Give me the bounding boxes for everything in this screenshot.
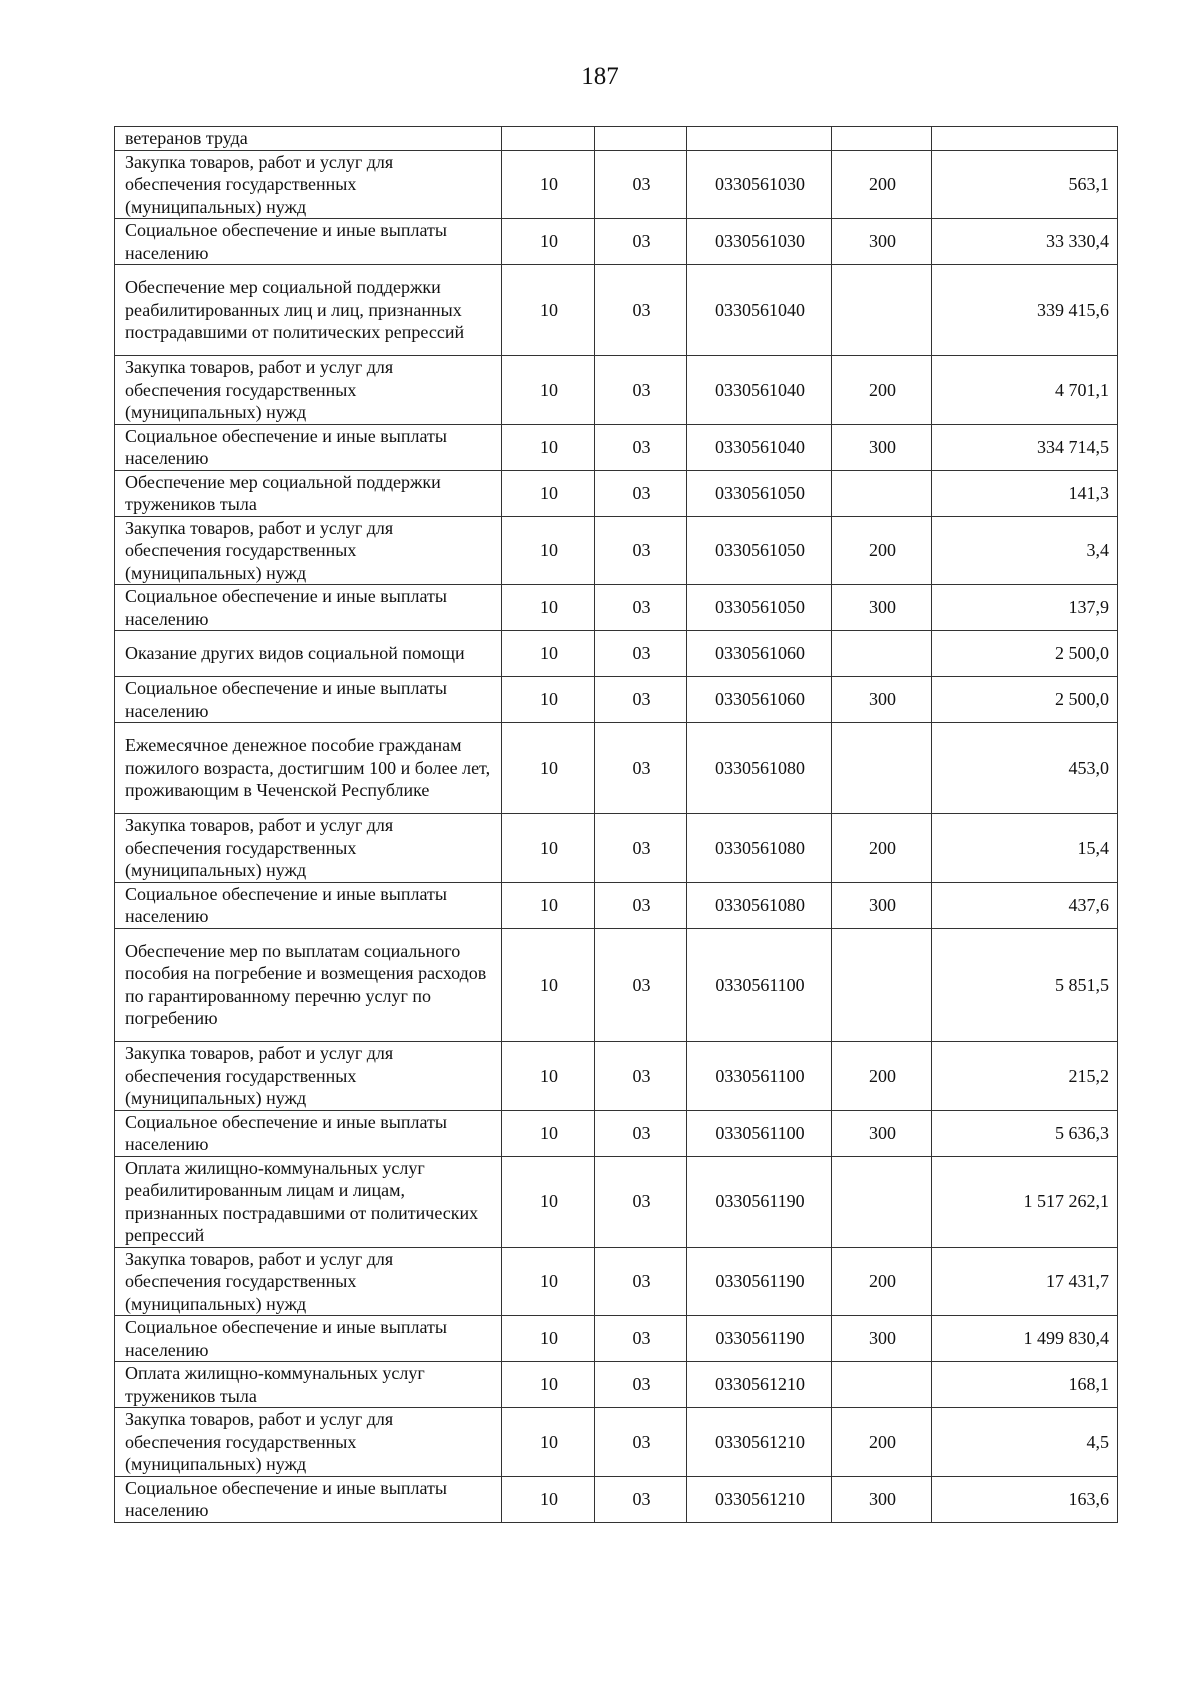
row-subsection: 03	[595, 1110, 687, 1156]
row-name: Обеспечение мер социальной поддержки тружеников тыла	[115, 470, 502, 516]
row-expense-type: 300	[832, 424, 932, 470]
row-section: 10	[502, 1247, 595, 1316]
row-name: Закупка товаров, работ и услуг для обеспечения государственных (муниципальных) нужд	[115, 1408, 502, 1477]
row-section: 10	[502, 723, 595, 814]
row-subsection: 03	[595, 814, 687, 883]
row-subsection: 03	[595, 723, 687, 814]
row-expense-type: 200	[832, 1408, 932, 1477]
row-name: Обеспечение мер социальной поддержки реабилитированных лиц и лиц, признанных пострадавшими от политических репрессий	[115, 265, 502, 356]
table-row	[115, 1110, 1118, 1156]
row-amount: 168,1	[932, 1362, 1118, 1408]
page-number: 187	[581, 63, 619, 90]
row-amount	[932, 127, 1118, 151]
row-subsection	[595, 127, 687, 151]
table-row	[115, 1316, 1118, 1362]
table-row	[115, 928, 1118, 1042]
row-amount: 215,2	[932, 1042, 1118, 1111]
row-target-article: 0330561030	[687, 150, 832, 219]
row-expense-type: 300	[832, 882, 932, 928]
row-section: 10	[502, 1408, 595, 1477]
row-amount: 1 499 830,4	[932, 1316, 1118, 1362]
row-target-article: 0330561050	[687, 470, 832, 516]
row-name: Социальное обеспечение и иные выплаты населению	[115, 219, 502, 265]
row-name: Оплата жилищно-коммунальных услуг тружеников тыла	[115, 1362, 502, 1408]
row-expense-type: 300	[832, 585, 932, 631]
row-expense-type	[832, 1362, 932, 1408]
row-target-article: 0330561210	[687, 1476, 832, 1522]
row-target-article: 0330561190	[687, 1316, 832, 1362]
row-name: Ежемесячное денежное пособие гражданам пожилого возраста, достигшим 100 и более лет, проживающим в Чеченской Республике	[115, 723, 502, 814]
row-amount: 137,9	[932, 585, 1118, 631]
row-section: 10	[502, 516, 595, 585]
table-row	[115, 585, 1118, 631]
row-section: 10	[502, 265, 595, 356]
row-amount: 5 636,3	[932, 1110, 1118, 1156]
row-name: Социальное обеспечение и иные выплаты населению	[115, 1110, 502, 1156]
table-row	[115, 1362, 1118, 1408]
row-amount: 163,6	[932, 1476, 1118, 1522]
row-section: 10	[502, 928, 595, 1042]
row-expense-type: 200	[832, 356, 932, 425]
row-section: 10	[502, 585, 595, 631]
row-name: Закупка товаров, работ и услуг для обеспечения государственных (муниципальных) нужд	[115, 1247, 502, 1316]
row-subsection: 03	[595, 1476, 687, 1522]
row-target-article: 0330561210	[687, 1362, 832, 1408]
row-expense-type	[832, 723, 932, 814]
budget-table-body	[115, 127, 1118, 1523]
row-amount: 2 500,0	[932, 677, 1118, 723]
table-row	[115, 723, 1118, 814]
row-amount: 1 517 262,1	[932, 1156, 1118, 1247]
row-target-article: 0330561050	[687, 516, 832, 585]
row-subsection: 03	[595, 219, 687, 265]
row-amount: 17 431,7	[932, 1247, 1118, 1316]
row-amount: 5 851,5	[932, 928, 1118, 1042]
row-target-article: 0330561190	[687, 1247, 832, 1316]
table-row	[115, 356, 1118, 425]
row-subsection: 03	[595, 1247, 687, 1316]
table-row	[115, 516, 1118, 585]
row-section: 10	[502, 631, 595, 677]
row-target-article: 0330561060	[687, 677, 832, 723]
row-section: 10	[502, 677, 595, 723]
row-expense-type	[832, 127, 932, 151]
row-section	[502, 127, 595, 151]
row-section: 10	[502, 356, 595, 425]
row-subsection: 03	[595, 470, 687, 516]
row-section: 10	[502, 814, 595, 883]
table-row	[115, 1156, 1118, 1247]
row-target-article: 0330561100	[687, 928, 832, 1042]
row-name: Социальное обеспечение и иные выплаты населению	[115, 424, 502, 470]
row-target-article: 0330561040	[687, 265, 832, 356]
table-row	[115, 470, 1118, 516]
table-row	[115, 424, 1118, 470]
row-expense-type	[832, 928, 932, 1042]
row-amount: 334 714,5	[932, 424, 1118, 470]
row-expense-type: 300	[832, 1110, 932, 1156]
row-name: Социальное обеспечение и иные выплаты населению	[115, 585, 502, 631]
row-amount: 453,0	[932, 723, 1118, 814]
row-section: 10	[502, 882, 595, 928]
table-row	[115, 814, 1118, 883]
row-amount: 2 500,0	[932, 631, 1118, 677]
row-amount: 4,5	[932, 1408, 1118, 1477]
row-subsection: 03	[595, 516, 687, 585]
row-expense-type: 300	[832, 1476, 932, 1522]
row-section: 10	[502, 1156, 595, 1247]
row-section: 10	[502, 1042, 595, 1111]
row-target-article	[687, 127, 832, 151]
row-section: 10	[502, 219, 595, 265]
row-expense-type: 200	[832, 1042, 932, 1111]
row-amount: 33 330,4	[932, 219, 1118, 265]
row-subsection: 03	[595, 1156, 687, 1247]
row-subsection: 03	[595, 150, 687, 219]
row-name: Социальное обеспечение и иные выплаты населению	[115, 882, 502, 928]
row-target-article: 0330561060	[687, 631, 832, 677]
row-expense-type: 200	[832, 814, 932, 883]
row-name: Социальное обеспечение и иные выплаты населению	[115, 1476, 502, 1522]
row-subsection: 03	[595, 356, 687, 425]
table-row	[115, 1408, 1118, 1477]
row-target-article: 0330561100	[687, 1110, 832, 1156]
row-name: Обеспечение мер по выплатам социального пособия на погребение и возмещения расходов по гарантированному перечню услуг по погребению	[115, 928, 502, 1042]
row-name: Закупка товаров, работ и услуг для обеспечения государственных (муниципальных) нужд	[115, 1042, 502, 1111]
row-name: ветеранов труда	[115, 127, 502, 151]
row-amount: 3,4	[932, 516, 1118, 585]
row-target-article: 0330561080	[687, 723, 832, 814]
row-subsection: 03	[595, 1316, 687, 1362]
row-target-article: 0330561080	[687, 814, 832, 883]
row-subsection: 03	[595, 1042, 687, 1111]
table-row	[115, 265, 1118, 356]
row-section: 10	[502, 470, 595, 516]
row-subsection: 03	[595, 928, 687, 1042]
row-expense-type	[832, 1156, 932, 1247]
row-target-article: 0330561040	[687, 424, 832, 470]
row-subsection: 03	[595, 677, 687, 723]
table-row	[115, 219, 1118, 265]
row-section: 10	[502, 1110, 595, 1156]
row-expense-type: 300	[832, 219, 932, 265]
row-target-article: 0330561190	[687, 1156, 832, 1247]
row-subsection: 03	[595, 882, 687, 928]
table-row	[115, 1476, 1118, 1522]
row-section: 10	[502, 150, 595, 219]
row-amount: 339 415,6	[932, 265, 1118, 356]
row-expense-type: 200	[832, 516, 932, 585]
table-row	[115, 127, 1118, 151]
row-name: Закупка товаров, работ и услуг для обеспечения государственных (муниципальных) нужд	[115, 356, 502, 425]
table-row	[115, 677, 1118, 723]
row-target-article: 0330561080	[687, 882, 832, 928]
row-subsection: 03	[595, 265, 687, 356]
row-amount: 15,4	[932, 814, 1118, 883]
row-target-article: 0330561210	[687, 1408, 832, 1477]
table-row	[115, 631, 1118, 677]
table-row	[115, 1042, 1118, 1111]
row-amount: 141,3	[932, 470, 1118, 516]
row-subsection: 03	[595, 1362, 687, 1408]
row-target-article: 0330561050	[687, 585, 832, 631]
budget-table	[114, 126, 1118, 1523]
row-subsection: 03	[595, 424, 687, 470]
table-row	[115, 882, 1118, 928]
row-name: Закупка товаров, работ и услуг для обеспечения государственных (муниципальных) нужд	[115, 516, 502, 585]
row-name: Оплата жилищно-коммунальных услуг реабилитированным лицам и лицам, признанных пострадавшими от политических репрессий	[115, 1156, 502, 1247]
row-name: Социальное обеспечение и иные выплаты населению	[115, 1316, 502, 1362]
row-subsection: 03	[595, 631, 687, 677]
row-name: Социальное обеспечение и иные выплаты населению	[115, 677, 502, 723]
row-amount: 437,6	[932, 882, 1118, 928]
row-section: 10	[502, 424, 595, 470]
row-target-article: 0330561100	[687, 1042, 832, 1111]
row-expense-type: 200	[832, 150, 932, 219]
row-expense-type	[832, 470, 932, 516]
row-subsection: 03	[595, 585, 687, 631]
row-target-article: 0330561040	[687, 356, 832, 425]
row-expense-type	[832, 265, 932, 356]
row-expense-type: 300	[832, 1316, 932, 1362]
table-row	[115, 1247, 1118, 1316]
row-expense-type: 300	[832, 677, 932, 723]
row-expense-type: 200	[832, 1247, 932, 1316]
row-amount: 4 701,1	[932, 356, 1118, 425]
row-name: Закупка товаров, работ и услуг для обеспечения государственных (муниципальных) нужд	[115, 814, 502, 883]
row-section: 10	[502, 1362, 595, 1408]
row-name: Закупка товаров, работ и услуг для обеспечения государственных (муниципальных) нужд	[115, 150, 502, 219]
row-section: 10	[502, 1316, 595, 1362]
row-expense-type	[832, 631, 932, 677]
row-subsection: 03	[595, 1408, 687, 1477]
row-target-article: 0330561030	[687, 219, 832, 265]
row-section: 10	[502, 1476, 595, 1522]
row-amount: 563,1	[932, 150, 1118, 219]
table-row	[115, 150, 1118, 219]
row-name: Оказание других видов социальной помощи	[115, 631, 502, 677]
